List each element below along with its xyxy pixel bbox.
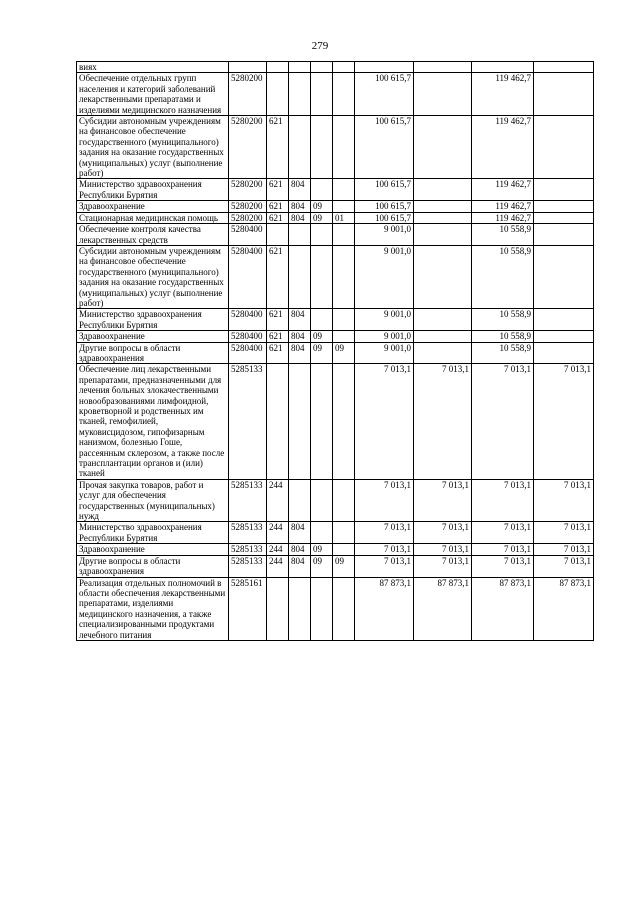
cell-amount-1: 7 013,1 bbox=[355, 479, 414, 522]
cell-ministry-code bbox=[289, 479, 311, 522]
cell-section bbox=[311, 179, 333, 201]
cell-amount-4 bbox=[534, 245, 594, 308]
cell-subsection bbox=[333, 201, 355, 212]
cell-expense-type: 244 bbox=[267, 555, 289, 577]
cell-amount-2 bbox=[414, 116, 472, 179]
table-row bbox=[77, 245, 594, 308]
cell-ministry-code: 804 bbox=[289, 212, 311, 223]
cell-name: Стационарная медицинская помощь bbox=[77, 212, 229, 223]
page-number: 279 bbox=[311, 40, 329, 52]
cell-section: 09 bbox=[311, 331, 333, 342]
cell-name: Здравоохранение bbox=[77, 544, 229, 555]
cell-ministry-code: 804 bbox=[289, 331, 311, 342]
cell-amount-1: 100 615,7 bbox=[355, 201, 414, 212]
cell-name: Субсидии автономным учреждениям на финансовое обеспечение государственного (муниципального) задания на оказание государственных (муниципальных) услуг (выполнение работ) bbox=[77, 116, 229, 179]
cell-amount-1: 9 001,0 bbox=[355, 309, 414, 331]
cell-name: Обеспечение отдельных групп населения и категорий заболеваний лекарственными препаратами и изделиями медицинского назначения bbox=[77, 73, 229, 116]
cell-amount-3: 7 013,1 bbox=[472, 479, 534, 522]
cell-amount-2: 87 873,1 bbox=[414, 577, 472, 640]
cell-amount-3: 87 873,1 bbox=[472, 577, 534, 640]
cell-target-article: 5280400 bbox=[229, 224, 267, 246]
cell-target-article: 5280400 bbox=[229, 245, 267, 308]
cell-target-article: 5280200 bbox=[229, 179, 267, 201]
table-row bbox=[77, 577, 594, 640]
cell-name: Обеспечение контроля качества лекарственных средств bbox=[77, 224, 229, 246]
budget-table bbox=[76, 61, 594, 641]
cell-amount-1: 87 873,1 bbox=[355, 577, 414, 640]
cell-amount-3: 119 462,7 bbox=[472, 73, 534, 116]
cell-amount-2 bbox=[414, 73, 472, 116]
cell-amount-3: 10 558,9 bbox=[472, 331, 534, 342]
cell-name: Министерство здравоохранения Республики Бурятия bbox=[77, 309, 229, 331]
cell-subsection: 09 bbox=[333, 555, 355, 577]
table-row bbox=[77, 73, 594, 116]
cell-amount-4 bbox=[534, 73, 594, 116]
cell-target-article: 5285133 bbox=[229, 555, 267, 577]
cell-name: Другие вопросы в области здравоохранения bbox=[77, 555, 229, 577]
table-row bbox=[77, 555, 594, 577]
cell-subsection: 01 bbox=[333, 212, 355, 223]
cell-ministry-code: 804 bbox=[289, 309, 311, 331]
cell-subsection bbox=[333, 522, 355, 544]
cell-target-article: 5280400 bbox=[229, 331, 267, 342]
cell-ministry-code bbox=[289, 224, 311, 246]
cell-target-article: 5280400 bbox=[229, 342, 267, 364]
cell-subsection bbox=[333, 62, 355, 73]
cell-amount-2: 7 013,1 bbox=[414, 364, 472, 479]
cell-amount-3: 119 462,7 bbox=[472, 116, 534, 179]
cell-name: Обеспечение лиц лекарственными препаратами, предназначенными для лечения больных злокачественными новообразованиями лимфоидной, кроветворной и родственных им тканей, гемофилией, муковисцидозом, гипофизарным нанизмом, болезнью Гоше, рассеянным склерозом, а также после трансплантации органов и (или) тканей bbox=[77, 364, 229, 479]
cell-amount-4 bbox=[534, 179, 594, 201]
cell-amount-1: 9 001,0 bbox=[355, 245, 414, 308]
cell-amount-1: 100 615,7 bbox=[355, 212, 414, 223]
cell-section: 09 bbox=[311, 544, 333, 555]
cell-amount-2 bbox=[414, 62, 472, 73]
cell-target-article: 5280200 bbox=[229, 201, 267, 212]
cell-section bbox=[311, 522, 333, 544]
cell-section bbox=[311, 479, 333, 522]
cell-target-article: 5285161 bbox=[229, 577, 267, 640]
cell-amount-2 bbox=[414, 212, 472, 223]
cell-amount-1: 7 013,1 bbox=[355, 522, 414, 544]
cell-amount-1 bbox=[355, 62, 414, 73]
cell-target-article: 5285133 bbox=[229, 364, 267, 479]
cell-subsection bbox=[333, 116, 355, 179]
cell-expense-type bbox=[267, 577, 289, 640]
cell-subsection bbox=[333, 309, 355, 331]
cell-ministry-code: 804 bbox=[289, 201, 311, 212]
cell-expense-type bbox=[267, 364, 289, 479]
cell-name: Другие вопросы в области здравоохранения bbox=[77, 342, 229, 364]
cell-amount-3 bbox=[472, 62, 534, 73]
table-row bbox=[77, 62, 594, 73]
cell-amount-3: 119 462,7 bbox=[472, 212, 534, 223]
cell-section: 09 bbox=[311, 212, 333, 223]
cell-target-article: 5280200 bbox=[229, 73, 267, 116]
cell-amount-4: 7 013,1 bbox=[534, 522, 594, 544]
table-row bbox=[77, 522, 594, 544]
cell-amount-3: 10 558,9 bbox=[472, 224, 534, 246]
table-row bbox=[77, 179, 594, 201]
cell-target-article: 5285133 bbox=[229, 479, 267, 522]
cell-ministry-code bbox=[289, 245, 311, 308]
cell-amount-2: 7 013,1 bbox=[414, 479, 472, 522]
cell-ministry-code: 804 bbox=[289, 555, 311, 577]
cell-amount-2 bbox=[414, 179, 472, 201]
cell-amount-2 bbox=[414, 342, 472, 364]
cell-amount-4 bbox=[534, 212, 594, 223]
cell-amount-2 bbox=[414, 309, 472, 331]
cell-amount-1: 9 001,0 bbox=[355, 342, 414, 364]
cell-amount-2 bbox=[414, 331, 472, 342]
cell-subsection bbox=[333, 331, 355, 342]
cell-subsection bbox=[333, 73, 355, 116]
cell-expense-type: 621 bbox=[267, 331, 289, 342]
table-row bbox=[77, 212, 594, 223]
cell-amount-3: 10 558,9 bbox=[472, 342, 534, 364]
cell-name: Прочая закупка товаров, работ и услуг для обеспечения государственных (муниципальных) нужд bbox=[77, 479, 229, 522]
table-row bbox=[77, 116, 594, 179]
cell-section bbox=[311, 73, 333, 116]
cell-ministry-code bbox=[289, 62, 311, 73]
cell-amount-3: 10 558,9 bbox=[472, 245, 534, 308]
cell-expense-type bbox=[267, 62, 289, 73]
cell-subsection: 09 bbox=[333, 342, 355, 364]
cell-amount-1: 100 615,7 bbox=[355, 73, 414, 116]
cell-amount-3: 7 013,1 bbox=[472, 364, 534, 479]
cell-target-article bbox=[229, 62, 267, 73]
cell-subsection bbox=[333, 577, 355, 640]
cell-name: Здравоохранение bbox=[77, 201, 229, 212]
cell-amount-1: 7 013,1 bbox=[355, 555, 414, 577]
cell-amount-1: 7 013,1 bbox=[355, 364, 414, 479]
cell-amount-4 bbox=[534, 116, 594, 179]
table-row bbox=[77, 364, 594, 479]
cell-section bbox=[311, 116, 333, 179]
cell-expense-type: 621 bbox=[267, 179, 289, 201]
cell-ministry-code bbox=[289, 116, 311, 179]
cell-subsection bbox=[333, 544, 355, 555]
cell-section bbox=[311, 245, 333, 308]
cell-amount-2: 7 013,1 bbox=[414, 544, 472, 555]
cell-ministry-code: 804 bbox=[289, 342, 311, 364]
cell-section bbox=[311, 62, 333, 73]
cell-subsection bbox=[333, 364, 355, 479]
cell-name: Министерство здравоохранения Республики Бурятия bbox=[77, 522, 229, 544]
cell-amount-2: 7 013,1 bbox=[414, 522, 472, 544]
cell-name: Реализация отдельных полномочий в области обеспечения лекарственными препаратами, изделиями медицинского назначения, а также специализированными продуктами лечебного питания bbox=[77, 577, 229, 640]
cell-expense-type bbox=[267, 224, 289, 246]
cell-subsection bbox=[333, 479, 355, 522]
cell-amount-3: 7 013,1 bbox=[472, 522, 534, 544]
cell-amount-4: 7 013,1 bbox=[534, 364, 594, 479]
cell-subsection bbox=[333, 179, 355, 201]
cell-amount-3: 7 013,1 bbox=[472, 555, 534, 577]
cell-expense-type: 621 bbox=[267, 212, 289, 223]
cell-ministry-code: 804 bbox=[289, 544, 311, 555]
cell-amount-4 bbox=[534, 331, 594, 342]
cell-ministry-code bbox=[289, 364, 311, 479]
cell-amount-4 bbox=[534, 62, 594, 73]
cell-ministry-code bbox=[289, 73, 311, 116]
cell-section bbox=[311, 577, 333, 640]
cell-section bbox=[311, 224, 333, 246]
cell-section: 09 bbox=[311, 555, 333, 577]
cell-expense-type: 621 bbox=[267, 342, 289, 364]
cell-ministry-code: 804 bbox=[289, 179, 311, 201]
table-row bbox=[77, 331, 594, 342]
cell-name: Министерство здравоохранения Республики Бурятия bbox=[77, 179, 229, 201]
cell-expense-type: 244 bbox=[267, 544, 289, 555]
cell-section: 09 bbox=[311, 201, 333, 212]
cell-amount-4: 87 873,1 bbox=[534, 577, 594, 640]
table-row bbox=[77, 201, 594, 212]
cell-amount-4: 7 013,1 bbox=[534, 544, 594, 555]
table-body bbox=[77, 62, 594, 641]
table-row bbox=[77, 224, 594, 246]
table-row bbox=[77, 309, 594, 331]
cell-expense-type: 621 bbox=[267, 245, 289, 308]
cell-target-article: 5280400 bbox=[229, 309, 267, 331]
cell-expense-type: 244 bbox=[267, 522, 289, 544]
cell-amount-2 bbox=[414, 201, 472, 212]
cell-amount-4 bbox=[534, 342, 594, 364]
cell-amount-3: 119 462,7 bbox=[472, 179, 534, 201]
cell-amount-4: 7 013,1 bbox=[534, 479, 594, 522]
table-row bbox=[77, 479, 594, 522]
cell-amount-3: 7 013,1 bbox=[472, 544, 534, 555]
cell-ministry-code bbox=[289, 577, 311, 640]
cell-amount-3: 10 558,9 bbox=[472, 309, 534, 331]
cell-expense-type: 621 bbox=[267, 116, 289, 179]
cell-amount-1: 9 001,0 bbox=[355, 331, 414, 342]
cell-amount-4 bbox=[534, 309, 594, 331]
table-row bbox=[77, 342, 594, 364]
cell-expense-type: 244 bbox=[267, 479, 289, 522]
cell-subsection bbox=[333, 224, 355, 246]
cell-amount-2: 7 013,1 bbox=[414, 555, 472, 577]
cell-expense-type: 621 bbox=[267, 309, 289, 331]
cell-amount-1: 9 001,0 bbox=[355, 224, 414, 246]
cell-expense-type bbox=[267, 73, 289, 116]
cell-target-article: 5280200 bbox=[229, 116, 267, 179]
cell-target-article: 5280200 bbox=[229, 212, 267, 223]
cell-amount-4: 7 013,1 bbox=[534, 555, 594, 577]
cell-section bbox=[311, 309, 333, 331]
cell-expense-type: 621 bbox=[267, 201, 289, 212]
cell-amount-3: 119 462,7 bbox=[472, 201, 534, 212]
cell-target-article: 5285133 bbox=[229, 522, 267, 544]
cell-section: 09 bbox=[311, 342, 333, 364]
cell-subsection bbox=[333, 245, 355, 308]
cell-name: Здравоохранение bbox=[77, 331, 229, 342]
table-row bbox=[77, 544, 594, 555]
cell-amount-4 bbox=[534, 201, 594, 212]
cell-amount-4 bbox=[534, 224, 594, 246]
cell-amount-1: 100 615,7 bbox=[355, 179, 414, 201]
cell-name: Субсидии автономным учреждениям на финансовое обеспечение государственного (муниципального) задания на оказание государственных (муниципальных) услуг (выполнение работ) bbox=[77, 245, 229, 308]
cell-amount-1: 100 615,7 bbox=[355, 116, 414, 179]
cell-amount-2 bbox=[414, 224, 472, 246]
cell-name: виях bbox=[77, 62, 229, 73]
cell-amount-2 bbox=[414, 245, 472, 308]
cell-section bbox=[311, 364, 333, 479]
cell-target-article: 5285133 bbox=[229, 544, 267, 555]
cell-amount-1: 7 013,1 bbox=[355, 544, 414, 555]
cell-ministry-code: 804 bbox=[289, 522, 311, 544]
